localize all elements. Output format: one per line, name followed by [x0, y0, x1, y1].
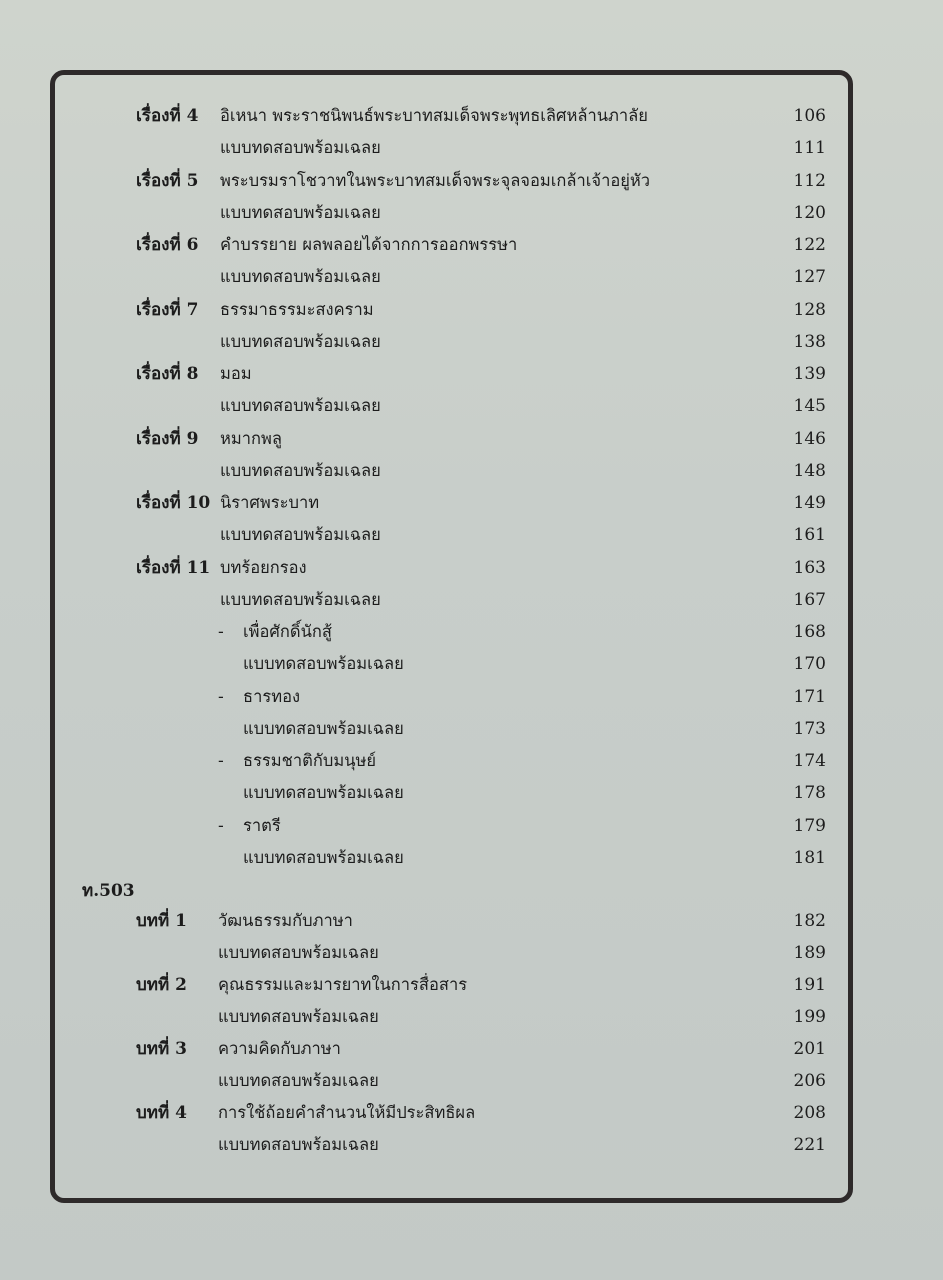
- entry-title: แบบทดสอบพร้อมเฉลย: [243, 847, 404, 867]
- page-number: 163: [793, 557, 826, 578]
- toc-entry: [0, 585, 943, 617]
- page-number: 181: [793, 847, 826, 868]
- toc-entry: [0, 424, 943, 456]
- toc-entry: [0, 230, 943, 262]
- page-number: 146: [793, 428, 826, 449]
- entry-title: แบบทดสอบพร้อมเฉลย: [218, 1135, 379, 1154]
- entry-title: มอม: [220, 364, 252, 383]
- toc-entry: [0, 359, 943, 391]
- toc-entry: [0, 262, 943, 294]
- entry-dash: -: [218, 622, 224, 642]
- page-number: 199: [793, 1007, 826, 1027]
- page-number: 179: [793, 815, 826, 836]
- entry-number-label: เรื่องที่ 9: [136, 428, 199, 449]
- page-number: 167: [793, 589, 826, 610]
- entry-number-label: เรื่องที่ 4: [136, 106, 199, 126]
- entry-dash: -: [218, 686, 224, 707]
- entry-dash: -: [218, 751, 224, 771]
- page-number: 128: [793, 299, 826, 320]
- entry-title: แบบทดสอบพร้อมเฉลย: [220, 396, 381, 416]
- entry-title: ธรรมาธรรมะสงคราม: [220, 299, 374, 319]
- entry-title: ธรรมชาติกับมนุษย์: [243, 751, 377, 770]
- page-number: 111: [793, 138, 826, 159]
- page-number: 127: [793, 267, 826, 288]
- entry-title: แบบทดสอบพร้อมเฉลย: [220, 267, 381, 287]
- toc-entry: [0, 714, 943, 746]
- page-number: 208: [793, 1103, 826, 1123]
- toc-entry: [0, 520, 943, 552]
- entry-title: แบบทดสอบพร้อมเฉลย: [220, 202, 381, 222]
- toc-entry: [0, 1130, 943, 1162]
- entry-title: ความคิดกับภาษา: [218, 1039, 341, 1058]
- entry-number-label: บทที่ 1: [136, 911, 187, 931]
- page-number: 122: [793, 235, 826, 255]
- entry-title: หมากพลู: [220, 428, 282, 448]
- page-number: 221: [793, 1135, 826, 1155]
- toc-entry: [0, 843, 943, 875]
- section-heading: ท.503: [82, 881, 135, 901]
- page-number: 178: [793, 783, 826, 804]
- entry-title: แบบทดสอบพร้อมเฉลย: [220, 331, 381, 351]
- page-number: 112: [793, 170, 826, 191]
- page-number: 148: [793, 460, 826, 481]
- toc-entry: [0, 649, 943, 681]
- entry-title: วัฒนธรรมกับภาษา: [218, 911, 353, 930]
- entry-title: การใช้ถ้อยคำสำนวนให้มีประสิทธิผล: [218, 1103, 476, 1122]
- entry-title: แบบทดสอบพร้อมเฉลย: [218, 943, 379, 962]
- entry-title: แบบทดสอบพร้อมเฉลย: [220, 138, 381, 158]
- entry-number-label: เรื่องที่ 7: [136, 299, 199, 320]
- page-number: 189: [793, 943, 826, 963]
- page-number: 171: [793, 686, 826, 707]
- entry-number-label: เรื่องที่ 8: [136, 364, 199, 384]
- toc-entry: [0, 1002, 943, 1034]
- toc-entry: [0, 746, 943, 778]
- entry-title: คุณธรรมและมารยาทในการสื่อสาร: [218, 975, 468, 994]
- toc-entry: [0, 553, 943, 585]
- toc-entry: [0, 778, 943, 810]
- page-number: 168: [793, 622, 826, 642]
- entry-title: แบบทดสอบพร้อมเฉลย: [220, 460, 381, 480]
- entry-title: แบบทดสอบพร้อมเฉลย: [218, 1007, 379, 1026]
- entry-title: แบบทดสอบพร้อมเฉลย: [220, 525, 381, 545]
- page-number: 174: [793, 751, 826, 771]
- toc-entry: [0, 1034, 943, 1066]
- page-number: 191: [793, 975, 826, 995]
- entry-title: พระบรมราโชวาทในพระบาทสมเด็จพระจุลจอมเกล้าเจ้าอยู่หัว: [220, 170, 651, 190]
- toc-entry: [0, 456, 943, 488]
- entry-title: แบบทดสอบพร้อมเฉลย: [243, 654, 404, 674]
- entry-title: นิราศพระบาท: [220, 493, 320, 512]
- entry-dash: -: [218, 815, 224, 836]
- page-number: 182: [793, 911, 826, 931]
- toc-entry: [0, 198, 943, 230]
- toc-entry: [0, 1098, 943, 1130]
- entry-number-label: เรื่องที่ 5: [136, 170, 199, 191]
- page-number: 170: [793, 654, 826, 675]
- entry-number-label: เรื่องที่ 11: [136, 557, 211, 578]
- toc-entry: [0, 295, 943, 327]
- toc-entry: [0, 617, 943, 649]
- page-number: 149: [793, 493, 826, 513]
- page-number: 120: [793, 202, 826, 223]
- entry-number-label: บทที่ 4: [136, 1103, 187, 1123]
- toc-entry: [0, 327, 943, 359]
- toc-entry: [0, 1066, 943, 1098]
- toc-entry: [0, 166, 943, 198]
- entry-number-label: บทที่ 3: [136, 1039, 187, 1059]
- toc-entry: [0, 488, 943, 520]
- toc-entry: [0, 133, 943, 165]
- entry-title: แบบทดสอบพร้อมเฉลย: [218, 1071, 379, 1090]
- page-number: 145: [793, 396, 826, 417]
- toc-entry: [0, 391, 943, 423]
- entry-title: บทร้อยกรอง: [220, 557, 307, 577]
- entry-title: ธารทอง: [243, 686, 301, 706]
- entry-title: แบบทดสอบพร้อมเฉลย: [243, 718, 404, 738]
- entry-number-label: เรื่องที่ 10: [136, 493, 211, 513]
- entry-number-label: บทที่ 2: [136, 975, 187, 995]
- entry-title: คำบรรยาย ผลพลอยได้จากการออกพรรษา: [220, 235, 518, 254]
- entry-title: อิเหนา พระราชนิพนธ์พระบาทสมเด็จพระพุทธเลิศหล้านภาลัย: [220, 106, 648, 125]
- page-number: 139: [793, 364, 826, 384]
- toc-entry: [0, 906, 943, 938]
- toc-entry: [0, 938, 943, 970]
- entry-number-label: เรื่องที่ 6: [136, 235, 199, 255]
- entry-title: แบบทดสอบพร้อมเฉลย: [243, 783, 404, 803]
- page-number: 173: [793, 718, 826, 739]
- page-number: 106: [793, 106, 826, 126]
- page-number: 201: [793, 1039, 826, 1059]
- entry-title: แบบทดสอบพร้อมเฉลย: [220, 589, 381, 609]
- toc-entry: [0, 101, 943, 133]
- page-number: 206: [793, 1071, 826, 1091]
- entry-title: ราตรี: [243, 815, 281, 835]
- page-number: 138: [793, 331, 826, 352]
- toc-entry: [0, 970, 943, 1002]
- entry-title: เพื่อศักดิ์นักสู้: [243, 622, 332, 641]
- toc-entry: [0, 811, 943, 843]
- toc-entry: [0, 682, 943, 714]
- page-number: 161: [793, 525, 826, 546]
